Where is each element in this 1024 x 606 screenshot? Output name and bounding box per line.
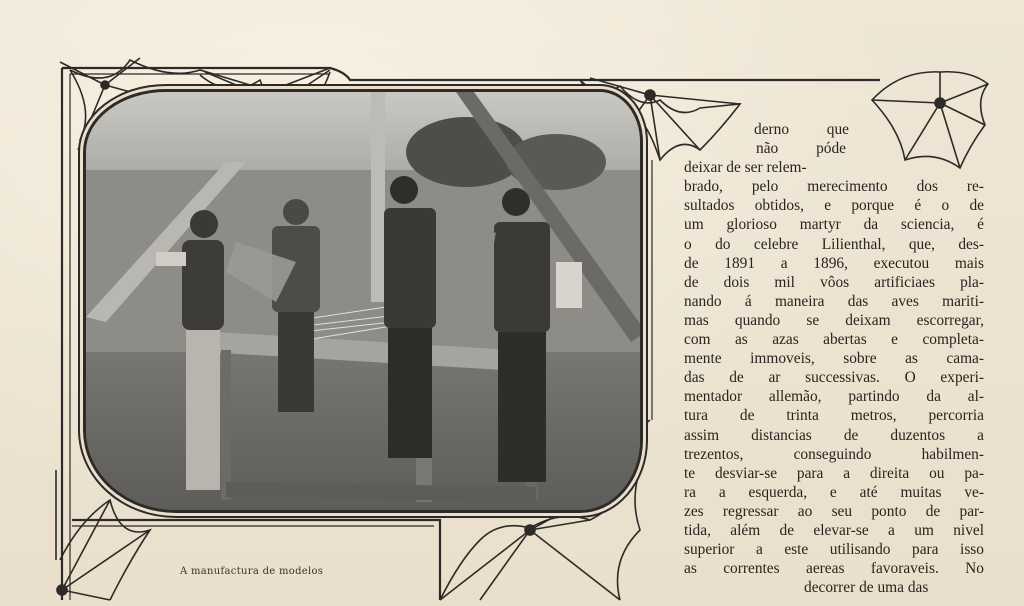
- text-line: das de ar successivas. O experi-: [684, 369, 984, 387]
- text-line: com as azas abertas e completa-: [684, 331, 984, 349]
- text-line: superior a este utilisando para isso: [684, 541, 984, 559]
- text-line: mentador allemão, partindo da al-: [684, 388, 984, 406]
- text-line: mente immoveis, sobre as cama-: [684, 350, 984, 368]
- text-line: ra a esquerda, e até muitas ve-: [684, 483, 984, 501]
- text-line: trezentos, conseguindo habilmen-: [684, 445, 984, 463]
- text-line: sultados obtidos, e porque é o de: [684, 197, 984, 215]
- text-line: não póde: [756, 140, 846, 158]
- text-line: brado, pelo merecimento dos re-: [684, 178, 984, 196]
- figure-man-3: [384, 176, 436, 458]
- text-line: de dois mil vôos artificiaes pla-: [684, 273, 984, 291]
- text-line: assim distancias de duzentos a: [684, 426, 984, 444]
- article-text-column: [684, 120, 984, 597]
- text-line: o do celebre Lilienthal, que, des-: [684, 235, 984, 253]
- text-line: te desviar-se para a direita ou pa-: [684, 464, 984, 482]
- text-line: um glorioso martyr da sciencia, é: [684, 216, 984, 234]
- text-line: derno que: [754, 121, 849, 138]
- text-line: decorrer de uma das: [804, 579, 929, 597]
- text-line: as correntes aereas favoraveis. No: [684, 560, 984, 578]
- text-line: nando á maneira das aves mariti-: [684, 292, 984, 310]
- text-line: de 1891 a 1896, executou mais: [684, 254, 984, 272]
- figure-man-2: [272, 199, 320, 412]
- text-line: tida, além de elevar-se a um nivel: [684, 521, 984, 539]
- text-line: deixar de ser relem-: [684, 159, 807, 177]
- text-line: tura de trinta metros, percorria: [684, 407, 984, 425]
- workshop-photo: [86, 92, 640, 510]
- text-line: zes regressar ao seu ponto de par-: [684, 502, 984, 520]
- text-line: mas quando se deixam escorregar,: [684, 311, 984, 329]
- figure-caption: A manufactura de modelos: [180, 566, 324, 577]
